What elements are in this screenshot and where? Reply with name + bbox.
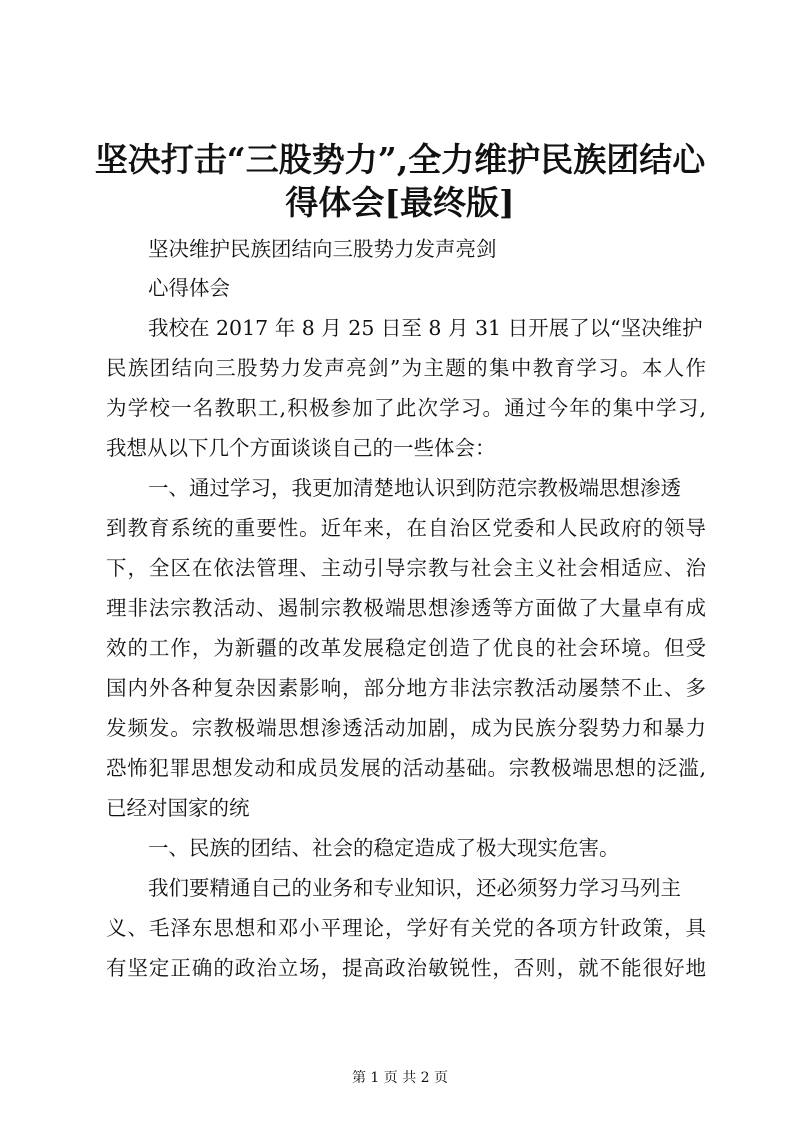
paragraph-line: 为学校一名教职工,积极参加了此次学习。通过今年的集中学习,: [106, 396, 706, 420]
paragraph-line: 到教育系统的重要性。近年来，在自治区党委和人民政府的领导: [106, 516, 706, 540]
paragraph-line: 国内外各种复杂因素影响，部分地方非法宗教活动屡禁不止、多: [106, 676, 706, 700]
document-title-line-2: 得体会[最终版]: [285, 183, 515, 222]
paragraph-line: 我想从以下几个方面谈谈自己的一些体会：: [106, 436, 496, 460]
paragraph-line: 一、民族的团结、社会的稳定造成了极大现实危害。: [148, 836, 620, 860]
paragraph-line: 我们要精通自己的业务和专业知识，还必须努力学习马列主: [148, 876, 681, 900]
paragraph-line: 已经对国家的统: [106, 796, 250, 820]
subtitle-line-2: 心得体会: [148, 276, 230, 300]
paragraph-line: 发频发。宗教极端思想渗透活动加剧，成为民族分裂势力和暴力: [106, 716, 706, 740]
paragraph-line: 我校在 2017 年 8 月 25 日至 8 月 31 日开展了以“坚决维护: [148, 316, 703, 340]
document-title-line-1: 坚决打击“三股势力”,全力维护民族团结心: [94, 140, 706, 179]
paragraph-line: 下，全区在依法管理、主动引导宗教与社会主义社会相适应、治: [106, 556, 706, 580]
paragraph-line: 一、通过学习，我更加清楚地认识到防范宗教极端思想渗透: [148, 476, 681, 500]
paragraph-line: 恐怖犯罪思想发动和成员发展的活动基础。宗教极端思想的泛滥,: [106, 756, 706, 780]
paragraph-line: 有坚定正确的政治立场，提高政治敏锐性，否则，就不能很好地: [106, 956, 706, 980]
paragraph-line: 效的工作，为新疆的改革发展稳定创造了优良的社会环境。但受: [106, 636, 706, 660]
page-number-footer: 第 1 页 共 2 页: [351, 1070, 449, 1086]
subtitle-line-1: 坚决维护民族团结向三股势力发声亮剑: [148, 237, 497, 261]
paragraph-line: 民族团结向三股势力发声亮剑”为主题的集中教育学习。本人作: [106, 356, 706, 380]
paragraph-line: 理非法宗教活动、遏制宗教极端思想渗透等方面做了大量卓有成: [106, 596, 706, 620]
paragraph-line: 义、毛泽东思想和邓小平理论，学好有关党的各项方针政策，具: [106, 916, 706, 940]
